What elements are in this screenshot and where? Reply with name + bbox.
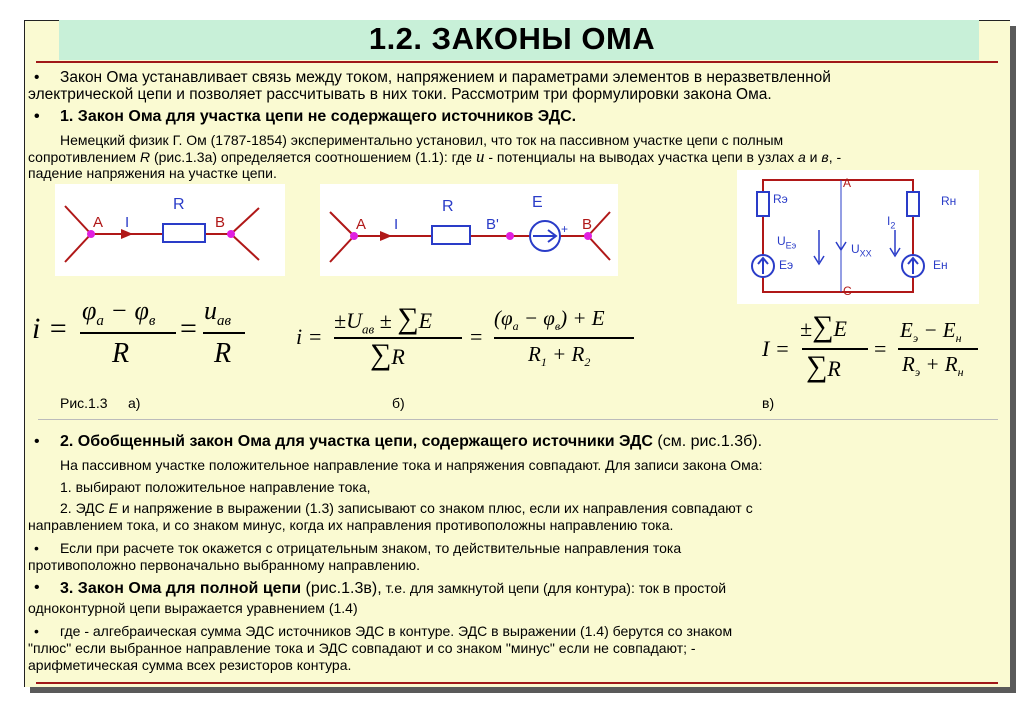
caption-a: а) (128, 395, 141, 411)
node-b-prime-label: B' (486, 216, 499, 233)
plus-sign: + (561, 222, 569, 236)
section-1-line-3: падение напряжения на участке цепи. (28, 165, 277, 181)
bullet: • (34, 623, 39, 639)
circuit-b (320, 184, 618, 276)
fraction-bar (80, 332, 176, 334)
section-2-item-2: 2. ЭДС Е и напряжение в выражении (1.3) записывают со знаком плюс, если их направления совпадают с (60, 500, 753, 516)
resistor-e-label: Rэ (773, 192, 788, 206)
section-3-line-2: одноконтурной цепи выражается уравнением (1.4) (28, 600, 358, 616)
fraction-bar (898, 348, 978, 350)
bullet: • (34, 540, 39, 556)
node-c-label: C (843, 284, 852, 298)
emf-e-label: Eэ (779, 258, 794, 272)
node-a-label: A (843, 176, 852, 190)
bottom-rule (36, 682, 998, 684)
circuit-c (737, 170, 979, 304)
bullet: • (34, 69, 40, 86)
caption-v: в) (762, 395, 775, 411)
node-a-label: A (356, 216, 367, 233)
where-note-line-2: "плюс" если выбранное направление тока и ЭДС совпадают и со знаком "минус" если не совпадают; - (28, 640, 696, 656)
where-note-line-3: арифметическая сумма всех резисторов контура. (28, 657, 352, 673)
current-2-label: $I_2$ (887, 214, 896, 231)
bullet: • (34, 433, 40, 450)
node-b-label: B (215, 214, 226, 231)
voltage-e-label: $U_{Eэ}$ (777, 234, 797, 251)
resistor-label: R (442, 198, 454, 215)
title-rule (36, 61, 998, 63)
section-2-item-1: 1. выбирают положительное направление тока, (60, 479, 371, 495)
current-label: I (125, 214, 130, 231)
voltage-xx-label: $U_{XX}$ (851, 242, 872, 259)
resistor-label: R (173, 196, 185, 213)
fraction-bar (203, 332, 245, 334)
section-2-heading: 2. Обобщенный закон Ома для участка цепи, содержащего источники ЭДС (см. рис.1.3б). (60, 433, 763, 450)
divider (38, 419, 998, 420)
page-title: 1.2. ЗАКОНЫ ОМА (368, 21, 656, 56)
negative-note-line-1: Если при расчете ток окажется с отрицательным знаком, то действительные направления тока (60, 540, 682, 556)
intro-line-2: электрической цепи и позволяет рассчитывать в них токи. Рассмотрим три формулировки закона Ома. (28, 86, 772, 103)
negative-note-line-2: противоположно первоначально выбранному направлению. (28, 557, 421, 573)
bullet: • (34, 579, 40, 596)
circuit-a (55, 184, 285, 276)
where-note-line-1: где - алгебраическая сумма ЭДС источников ЭДС в контуре. ЭДС в выражении (1.4) берутся со знаком (60, 623, 733, 639)
node-b-label: B (582, 216, 593, 233)
section-1-line-2: сопротивлением R (рис.1.3а) определяется соотношением (1.1): где u - потенциалы на выводах участка цепи в узлах а и в, - (28, 147, 842, 166)
fraction-bar (494, 337, 634, 339)
emf-label: E (532, 194, 543, 211)
resistor-n-label: Rн (941, 194, 957, 208)
caption-b: б) (392, 395, 405, 411)
figure-caption: Рис.1.3 (60, 395, 108, 411)
intro-line-1: Закон Ома устанавливает связь между током, напряжением и параметрами элементов в неразветвленной (60, 69, 831, 86)
bullet: • (34, 108, 40, 125)
node-a-label: A (93, 214, 104, 231)
section-1-line-1: Немецкий физик Г. Ом (1787-1854) экспериментально установил, что ток на пассивном участке цепи с полным (60, 132, 784, 148)
section-3-heading: 3. Закон Ома для полной цепи (рис.1.3в), т.е. для замкнутой цепи (для контура): ток в простой (60, 580, 727, 597)
section-2-item-2-line-2: направлением тока, и со знаком минус, когда их направления противоположны направлению тока. (28, 517, 674, 533)
section-1-heading: 1. Закон Ома для участка цепи не содержащего источников ЭДС. (60, 108, 577, 125)
emf-n-label: Eн (933, 258, 948, 272)
current-label: I (394, 216, 399, 233)
section-2-line-1: На пассивном участке положительное направление тока и напряжения совпадают. Для записи закона Ома: (60, 457, 763, 473)
